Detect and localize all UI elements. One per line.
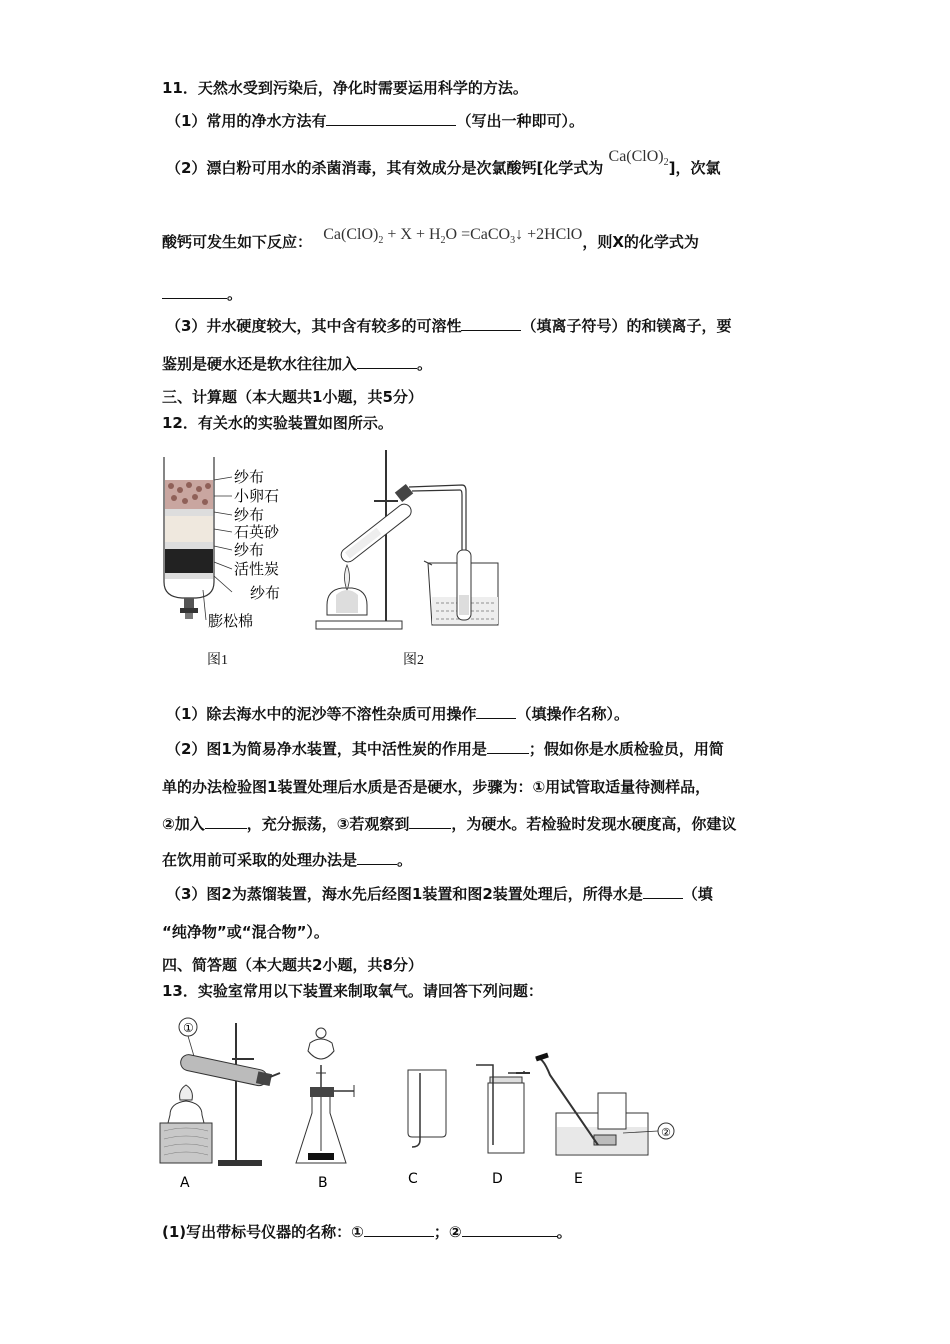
answer-blank[interactable] — [364, 1222, 434, 1237]
answer-blank[interactable] — [461, 316, 521, 331]
answer-blank[interactable] — [476, 704, 516, 719]
q11-stem: 11．天然水受到污染后，净化时需要运用科学的方法。 — [162, 79, 528, 97]
apparatus-e — [536, 1055, 674, 1187]
fig1-label: 纱布 — [234, 468, 265, 486]
q11-part1: （1）常用的净水方法有 （写出一种即可）。 — [166, 112, 584, 130]
fig1-label: 膨松棉 — [208, 612, 254, 630]
q12-part2-line2: 单的办法检验图1装置处理后水质是否是硬水，步骤为：①用试管取适量待测样品， — [162, 778, 711, 796]
q12-part1: （1）除去海水中的泥沙等不溶性杂质可用操作 （填操作名称）。 — [166, 705, 629, 723]
label-a: A — [180, 1175, 190, 1191]
q11-part2: （2）漂白粉可用水的杀菌消毒，其有效成分是次氯酸钙[化学式为 $Ca(ClO)_2$]，次氯 — [166, 148, 721, 177]
q11-part2-cont: 酸钙可发生如下反应： $Ca(ClO)_2 + X + H_2O$ =CaCO$_3$↓ +2HClO，则X的化学式为 — [162, 226, 699, 251]
section-3-heading: 三、计算题（本大题共1小题，共5分） — [162, 388, 423, 406]
fig1-label: 石英砂 — [234, 523, 280, 541]
q13-part1: (1)写出带标号仪器的名称：① ；② 。 — [162, 1223, 572, 1241]
answer-blank[interactable] — [462, 1222, 557, 1237]
q12-part3: （3）图2为蒸馏装置，海水先后经图1装置和图2装置处理后，所得水是 （填 — [166, 885, 713, 903]
section-4-heading: 四、简答题（本大题共2小题，共8分） — [162, 956, 423, 974]
answer-blank[interactable] — [487, 739, 529, 754]
answer-blank[interactable] — [357, 354, 417, 369]
q12-stem: 12．有关水的实验装置如图所示。 — [162, 414, 393, 432]
answer-blank[interactable] — [357, 850, 397, 865]
apparatus-c — [408, 1070, 446, 1187]
reaction-equation: $Ca(ClO)_2 + X + H_2O$ =CaCO$_3$↓ +2HClO — [323, 226, 583, 247]
figure-2-distillation — [312, 445, 512, 635]
q11-part2-answer: 。 — [162, 284, 242, 304]
q12-part2: （2）图1为简易净水装置，其中活性炭的作用是 ；假如你是水质检验员，用简 — [166, 740, 724, 758]
answer-blank[interactable] — [643, 884, 683, 899]
q11-part3: （3）井水硬度较大，其中含有较多的可溶性 （填离子符号）的和镁离子，要 — [166, 317, 732, 335]
fig1-label: 纱布 — [234, 541, 265, 559]
apparatus-a — [160, 1018, 280, 1191]
fig1-label: 小卵石 — [234, 487, 280, 505]
q12-part3-cont: “纯净物”或“混合物”）。 — [162, 923, 329, 941]
fig1-label: 活性炭 — [234, 560, 280, 578]
q13-stem: 13．实验室常用以下装置来制取氧气。请回答下列问题： — [162, 982, 543, 1000]
fig1-label: 纱布 — [234, 506, 265, 524]
label-b: B — [318, 1175, 328, 1191]
answer-blank[interactable] — [162, 284, 227, 299]
figure-2-caption: 图2 — [403, 653, 424, 668]
q12-part2-line4: 在饮用前可采取的处理办法是 。 — [162, 851, 413, 869]
label-c: C — [408, 1171, 418, 1187]
fig1-label: 纱布 — [250, 584, 281, 602]
figure-1-water-filter — [158, 452, 298, 632]
answer-blank[interactable] — [205, 814, 247, 829]
answer-blank[interactable] — [326, 111, 456, 126]
q11-part3-cont: 鉴别是硬水还是软水往往加入 。 — [162, 355, 433, 373]
marker-1: ① — [183, 1021, 194, 1035]
label-e: E — [574, 1171, 583, 1187]
q12-part2-line3: ②加入 ，充分振荡，③若观察到 ，为硬水。若检验时发现水硬度高，你建议 — [162, 815, 737, 833]
marker-2: ② — [661, 1126, 671, 1139]
figure-oxygen-apparatus — [158, 1015, 718, 1195]
answer-blank[interactable] — [409, 814, 451, 829]
apparatus-d — [476, 1065, 530, 1187]
figure-1-caption: 图1 — [207, 653, 228, 668]
apparatus-b — [296, 1028, 354, 1191]
label-d: D — [492, 1171, 503, 1187]
formula-calcium-hypochlorite: $Ca(ClO)_2$ — [608, 148, 669, 169]
